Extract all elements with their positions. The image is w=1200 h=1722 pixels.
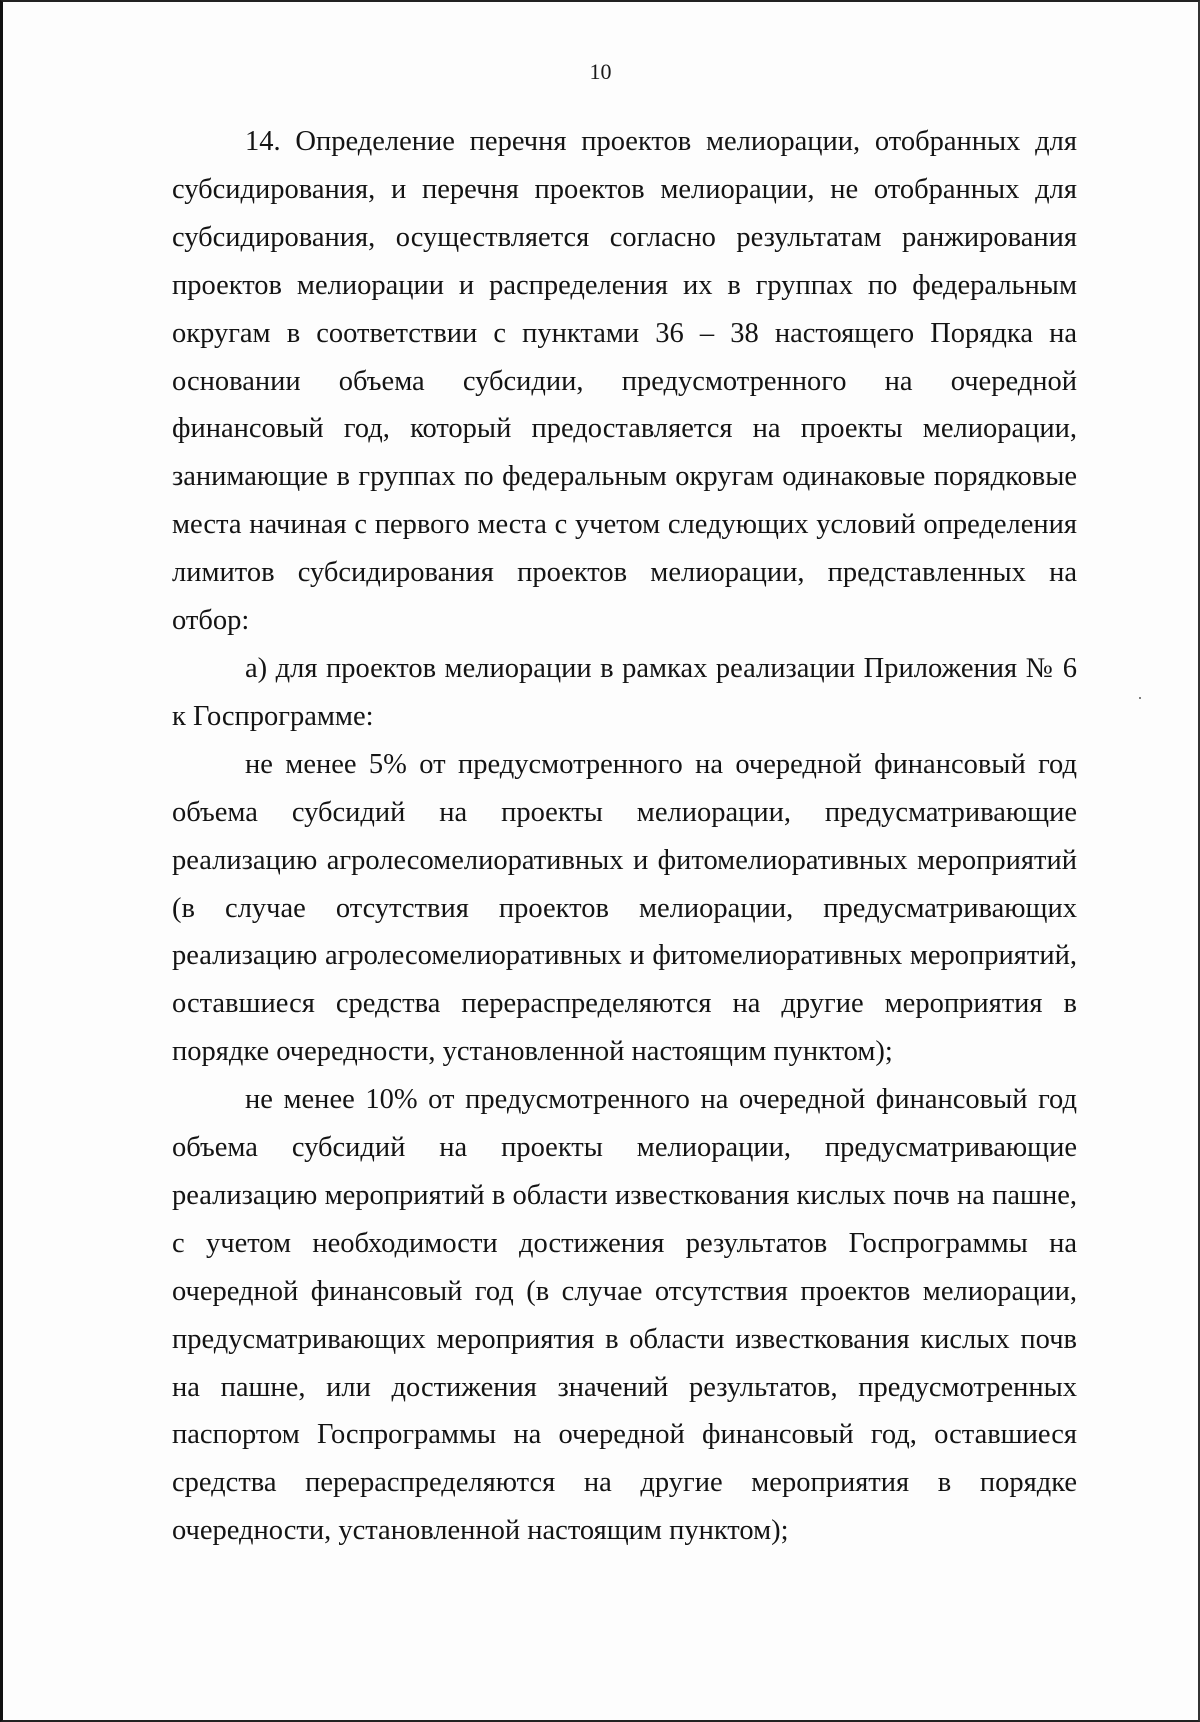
paragraph-limit-10-percent: не менее 10% от предусмотренного на очередной финансовый год объема субсидий на проекты мелиорации, предусматривающие реализацию мероприятий в области известкования кислых почв на пашне, с учетом необходимости достижения результатов Госпрограммы на очередной финансовый год (в случае отсутствия проектов мелиорации, предусматривающих мероприятия в области известкования кислых почв на пашне, или достижения значений результатов, предусмотренных паспортом Госпрограммы на очередной финансовый год, оставшиеся средства перераспределяются на другие мероприятия в порядке очередности, установленной настоящим пунктом);	[172, 1084, 1077, 1547]
paragraph-limit-5-percent: не менее 5% от предусмотренного на очередной финансовый год объема субсидий на проекты мелиорации, предусматривающие реализацию агролесомелиоративных и фитомелиоративных мероприятий (в случае отсутствия проектов мелиорации, предусматривающих реализацию агролесомелиоративных и фитомелиоративных мероприятий, оставшиеся средства перераспределяются на другие мероприятия в порядке очередности, установленной настоящим пунктом);	[172, 748, 1077, 1068]
paragraph-subitem-a: а) для проектов мелиорации в рамках реализации Приложения № 6 к Госпрограмме:	[172, 652, 1077, 732]
scan-speck	[1139, 697, 1141, 699]
document-body	[172, 118, 1077, 1555]
paragraph-item-14: 14. Определение перечня проектов мелиорации, отобранных для субсидирования, и перечня проектов мелиорации, не отобранных для субсидирования, осуществляется согласно результатам ранжирования проектов мелиорации и распределения их в группах по федеральным округам в соответствии с пунктами 36 – 38 настоящего Порядка на основании объема субсидии, предусмотренного на очередной финансовый год, который предоставляется на проекты мелиорации, занимающие в группах по федеральным округам одинаковые порядковые места начиная с первого места с учетом следующих условий определения лимитов субсидирования проектов мелиорации, представленных на отбор:	[172, 126, 1077, 637]
page-number: 10	[589, 59, 612, 84]
